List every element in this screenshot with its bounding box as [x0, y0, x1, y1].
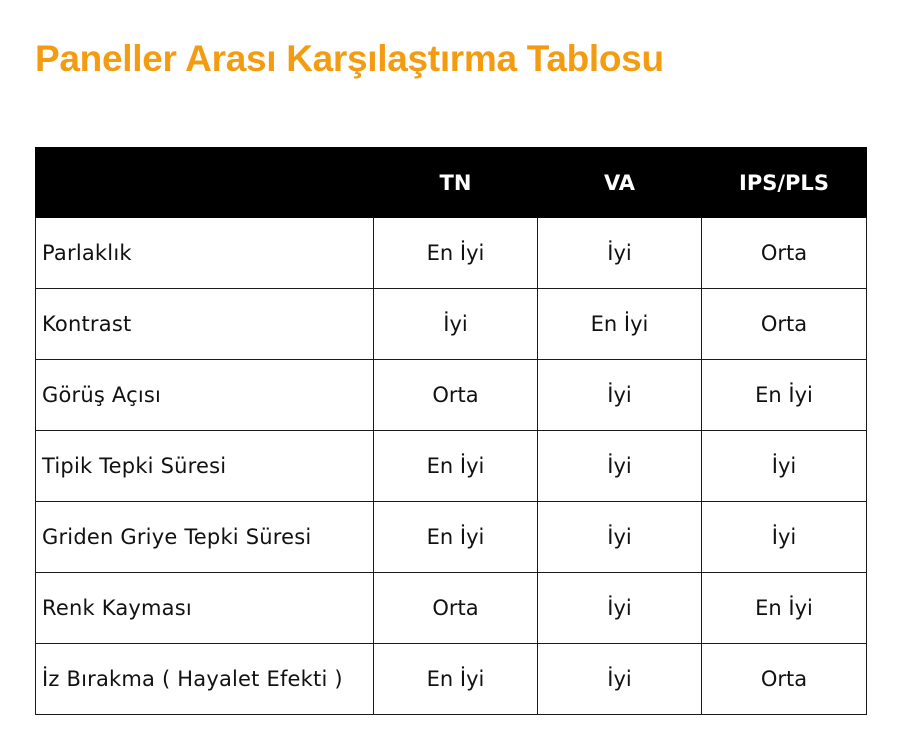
- cell-tn: En İyi: [374, 644, 538, 715]
- cell-ips-pls: Orta: [702, 289, 867, 360]
- cell-va: İyi: [538, 431, 702, 502]
- table-row: [36, 289, 867, 360]
- cell-ips-pls: Orta: [702, 644, 867, 715]
- row-label: Parlaklık: [36, 218, 374, 289]
- table-row: [36, 431, 867, 502]
- row-label: Griden Griye Tepki Süresi: [36, 502, 374, 573]
- row-label: Tipik Tepki Süresi: [36, 431, 374, 502]
- cell-va: İyi: [538, 573, 702, 644]
- cell-tn: Orta: [374, 360, 538, 431]
- header-cell-empty: [36, 148, 374, 218]
- cell-ips-pls: En İyi: [702, 573, 867, 644]
- cell-tn: En İyi: [374, 502, 538, 573]
- cell-va: En İyi: [538, 289, 702, 360]
- header-cell-va: VA: [538, 148, 702, 218]
- row-label: Renk Kayması: [36, 573, 374, 644]
- cell-ips-pls: İyi: [702, 502, 867, 573]
- comparison-table: [35, 147, 867, 715]
- row-label: Görüş Açısı: [36, 360, 374, 431]
- cell-ips-pls: İyi: [702, 431, 867, 502]
- cell-tn: En İyi: [374, 218, 538, 289]
- cell-tn: Orta: [374, 573, 538, 644]
- table-row: [36, 573, 867, 644]
- row-label: İz Bırakma ( Hayalet Efekti ): [36, 644, 374, 715]
- row-label: Kontrast: [36, 289, 374, 360]
- cell-va: İyi: [538, 644, 702, 715]
- cell-tn: En İyi: [374, 431, 538, 502]
- header-cell-ips-pls: IPS/PLS: [702, 148, 867, 218]
- cell-va: İyi: [538, 360, 702, 431]
- table-header-row: [36, 148, 867, 218]
- page-title: Paneller Arası Karşılaştırma Tablosu: [35, 38, 664, 79]
- cell-tn: İyi: [374, 289, 538, 360]
- cell-ips-pls: En İyi: [702, 360, 867, 431]
- table-row: [36, 360, 867, 431]
- cell-ips-pls: Orta: [702, 218, 867, 289]
- table-row: [36, 644, 867, 715]
- cell-va: İyi: [538, 218, 702, 289]
- table-row: [36, 502, 867, 573]
- table-row: [36, 218, 867, 289]
- cell-va: İyi: [538, 502, 702, 573]
- header-cell-tn: TN: [374, 148, 538, 218]
